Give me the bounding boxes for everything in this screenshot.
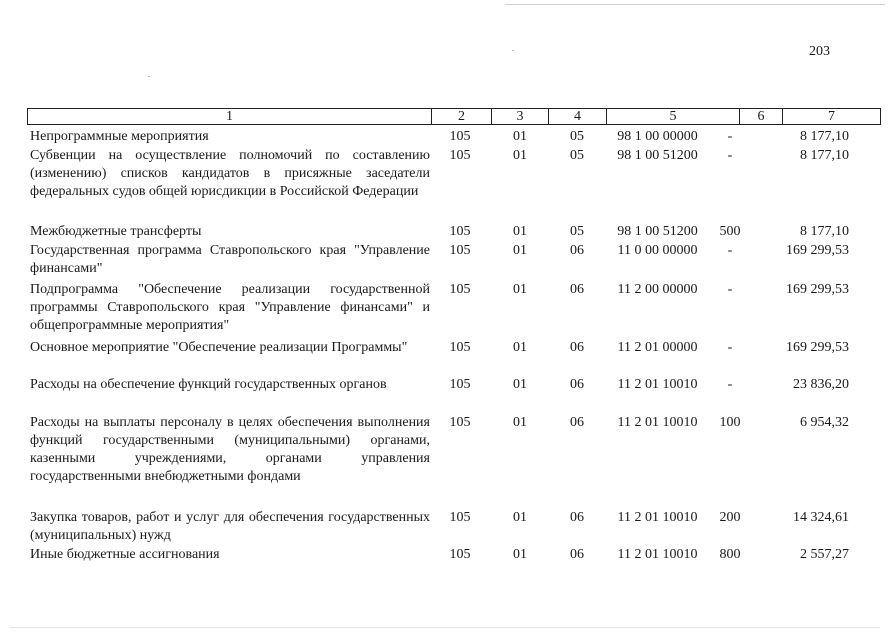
row-name: Межбюджетные трансферты xyxy=(30,224,202,239)
row-name: Закупка товаров, работ и услуг для обеспечения государственных (муниципальных) нужд xyxy=(30,510,430,543)
row-name: Субвенции на осуществление полномочий по составлению (изменению) списков кандидатов в присяжные заседатели федеральных судов общей юрисдикции в Российской Федерации xyxy=(30,148,430,199)
row-amount: 2 557,27 xyxy=(800,547,849,562)
row-amount: 169 299,53 xyxy=(786,340,849,355)
row-name: Непрограммные мероприятия xyxy=(30,129,209,144)
row-name: Расходы на обеспечение функций государственных органов xyxy=(30,377,387,392)
row-target-article: 11 2 01 00000 xyxy=(617,340,698,355)
row-subsection-code: 05 xyxy=(570,129,584,144)
row-target-article: 11 0 00 00000 xyxy=(617,243,698,258)
row-subsection-code: 06 xyxy=(570,547,584,562)
column-header-1: 1 xyxy=(28,109,432,125)
row-section-code: 01 xyxy=(513,243,527,258)
row-amount: 14 324,61 xyxy=(793,510,849,525)
row-target-article: 11 2 01 10010 xyxy=(617,377,698,392)
row-name: Расходы на выплаты персоналу в целях обеспечения выполнения функций государственными (муниципальными) органами, казенными учреждениями, органами управления государственными внебюджетными фондами xyxy=(30,415,430,484)
row-section-code: 01 xyxy=(513,148,527,163)
row-ministry-code: 105 xyxy=(449,340,471,355)
row-expense-type: - xyxy=(727,377,733,392)
row-target-article: 98 1 00 51200 xyxy=(617,224,698,239)
row-target-article: 11 2 01 10010 xyxy=(617,415,698,430)
row-ministry-code: 105 xyxy=(449,224,471,239)
row-subsection-code: 06 xyxy=(570,340,584,355)
row-expense-type: - xyxy=(727,243,733,258)
row-amount: 8 177,10 xyxy=(800,224,849,239)
row-subsection-code: 06 xyxy=(570,243,584,258)
row-ministry-code: 105 xyxy=(449,129,471,144)
column-header-2: 2 xyxy=(432,109,492,125)
row-subsection-code: 06 xyxy=(570,415,584,430)
row-ministry-code: 105 xyxy=(449,510,471,525)
row-ministry-code: 105 xyxy=(449,148,471,163)
row-name: Основное мероприятие "Обеспечение реализации Программы" xyxy=(30,340,408,355)
row-section-code: 01 xyxy=(513,340,527,355)
row-expense-type: - xyxy=(727,129,733,144)
column-header-5: 5 xyxy=(607,109,740,125)
row-section-code: 01 xyxy=(513,510,527,525)
row-ministry-code: 105 xyxy=(449,415,471,430)
row-amount: 169 299,53 xyxy=(786,243,849,258)
row-subsection-code: 05 xyxy=(570,224,584,239)
row-name: Государственная программа Ставропольского края "Управление финансами" xyxy=(30,243,430,276)
row-expense-type: 200 xyxy=(719,510,741,525)
column-header-4: 4 xyxy=(549,109,607,125)
row-target-article: 11 2 01 10010 xyxy=(617,510,698,525)
row-subsection-code: 06 xyxy=(570,377,584,392)
column-header-7: 7 xyxy=(783,109,881,125)
row-target-article: 98 1 00 51200 xyxy=(617,148,698,163)
row-amount: 169 299,53 xyxy=(786,282,849,297)
row-section-code: 01 xyxy=(513,282,527,297)
row-ministry-code: 105 xyxy=(449,243,471,258)
row-ministry-code: 105 xyxy=(449,282,471,297)
row-target-article: 11 2 00 00000 xyxy=(617,282,698,297)
row-expense-type: 500 xyxy=(719,224,741,239)
column-header-3: 3 xyxy=(492,109,549,125)
row-expense-type: - xyxy=(727,282,733,297)
row-subsection-code: 06 xyxy=(570,282,584,297)
row-ministry-code: 105 xyxy=(449,377,471,392)
row-name: Подпрограмма "Обеспечение реализации государственной программы Ставропольского края "Управление финансами" и общепрограммные мероприятия" xyxy=(30,282,430,333)
row-section-code: 01 xyxy=(513,415,527,430)
column-header-6: 6 xyxy=(740,109,783,125)
row-target-article: 11 2 01 10010 xyxy=(617,547,698,562)
row-amount: 23 836,20 xyxy=(793,377,849,392)
row-expense-type: - xyxy=(727,148,733,163)
page-number: 203 xyxy=(809,44,830,59)
row-section-code: 01 xyxy=(513,547,527,562)
row-target-article: 98 1 00 00000 xyxy=(617,129,698,144)
row-section-code: 01 xyxy=(513,129,527,144)
row-ministry-code: 105 xyxy=(449,547,471,562)
row-amount: 8 177,10 xyxy=(800,148,849,163)
row-section-code: 01 xyxy=(513,224,527,239)
row-amount: 6 954,32 xyxy=(800,415,849,430)
row-amount: 8 177,10 xyxy=(800,129,849,144)
row-expense-type: - xyxy=(727,340,733,355)
row-section-code: 01 xyxy=(513,377,527,392)
row-subsection-code: 06 xyxy=(570,510,584,525)
row-expense-type: 100 xyxy=(719,415,741,430)
row-name: Иные бюджетные ассигнования xyxy=(30,547,220,562)
row-expense-type: 800 xyxy=(719,547,741,562)
row-subsection-code: 05 xyxy=(570,148,584,163)
